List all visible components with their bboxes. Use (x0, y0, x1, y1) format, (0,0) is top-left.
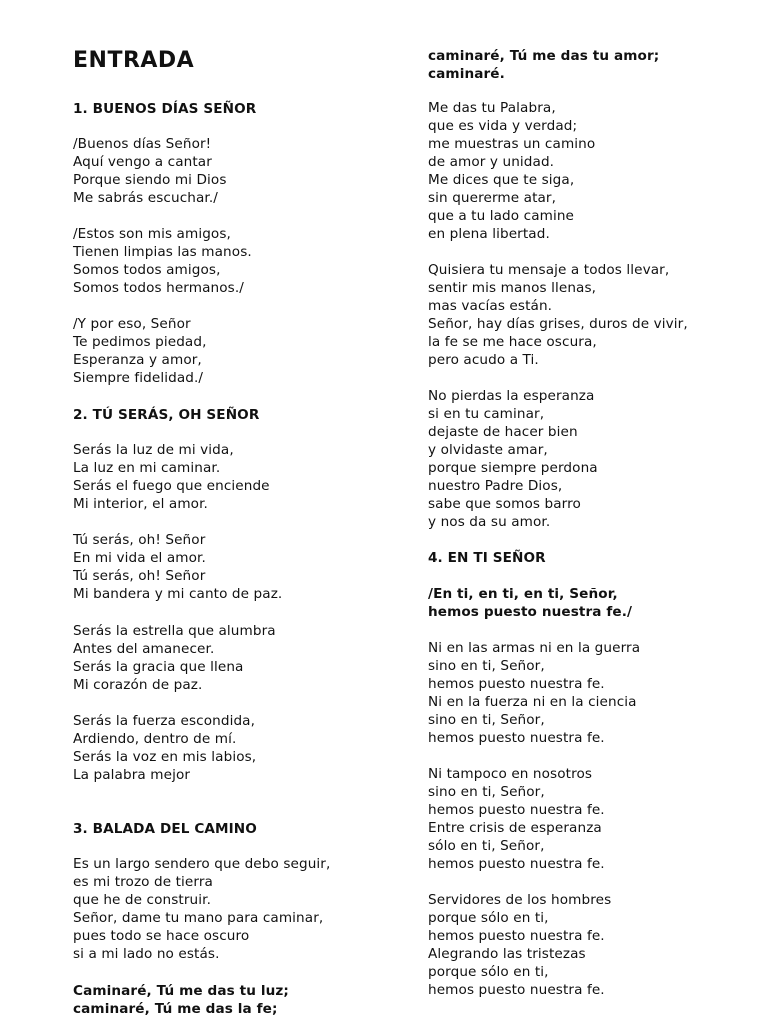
lyric-line: La palabra mejor (73, 767, 191, 783)
lyric-line: sin quererme atar, (428, 190, 557, 206)
chorus-line: caminaré, Tú me das la fe; (73, 1001, 278, 1017)
lyric-line: Serás la luz de mi vida, (73, 442, 234, 458)
song-heading-3: 3. BALADA DEL CAMINO (73, 821, 257, 837)
lyric-line: No pierdas la esperanza (428, 388, 595, 404)
lyric-line: y nos da su amor. (428, 514, 551, 530)
lyric-line: sino en ti, Señor, (428, 784, 545, 800)
lyric-line: Es un largo sendero que debo seguir, (73, 856, 331, 872)
lyric-line: sino en ti, Señor, (428, 712, 545, 728)
lyric-line: Mi bandera y mi canto de paz. (73, 586, 283, 602)
lyric-line: sino en ti, Señor, (428, 658, 545, 674)
lyric-line: Mi interior, el amor. (73, 496, 208, 512)
lyric-line: Alegrando las tristezas (428, 946, 586, 962)
chorus-line: Caminaré, Tú me das tu luz; (73, 983, 289, 999)
lyric-line: sabe que somos barro (428, 496, 581, 512)
lyric-line: Serás la fuerza escondida, (73, 713, 256, 729)
lyric-line: Siempre fidelidad./ (73, 370, 204, 386)
lyric-line: en plena libertad. (428, 226, 550, 242)
lyric-line: sentir mis manos llenas, (428, 280, 597, 296)
lyric-line: Tú serás, oh! Señor (73, 568, 206, 584)
lyric-line: pero acudo a Ti. (428, 352, 539, 368)
lyric-line: Te pedimos piedad, (73, 334, 207, 350)
chorus-line: hemos puesto nuestra fe./ (428, 604, 633, 620)
lyric-line: porque sólo en ti, (428, 964, 549, 980)
lyric-line: hemos puesto nuestra fe. (428, 676, 605, 692)
lyric-line: En mi vida el amor. (73, 550, 206, 566)
chorus-line: caminaré. (428, 66, 505, 82)
lyric-line: Señor, dame tu mano para caminar, (73, 910, 324, 926)
lyric-line: hemos puesto nuestra fe. (428, 928, 605, 944)
lyric-line: Entre crisis de esperanza (428, 820, 602, 836)
lyric-line: si en tu caminar, (428, 406, 545, 422)
page-title: ENTRADA (73, 48, 195, 73)
lyric-line: /Y por eso, Señor (73, 316, 191, 332)
lyric-line: que es vida y verdad; (428, 118, 578, 134)
lyric-line: Señor, hay días grises, duros de vivir, (428, 316, 688, 332)
lyric-line: si a mi lado no estás. (73, 946, 220, 962)
lyric-line: Me dices que te siga, (428, 172, 575, 188)
lyric-line: Ardiendo, dentro de mí. (73, 731, 237, 747)
lyric-line: Quisiera tu mensaje a todos llevar, (428, 262, 670, 278)
lyric-line: Ni en las armas ni en la guerra (428, 640, 641, 656)
song-heading-2: 2. TÚ SERÁS, OH SEÑOR (73, 407, 260, 423)
lyric-line: me muestras un camino (428, 136, 596, 152)
lyric-line: Serás la voz en mis labios, (73, 749, 257, 765)
lyric-line: Tú serás, oh! Señor (73, 532, 206, 548)
lyric-line: Porque siendo mi Dios (73, 172, 227, 188)
lyric-line: Esperanza y amor, (73, 352, 202, 368)
lyric-line: hemos puesto nuestra fe. (428, 802, 605, 818)
lyric-line: mas vacías están. (428, 298, 553, 314)
lyric-line: de amor y unidad. (428, 154, 555, 170)
song-heading-1: 1. BUENOS DÍAS SEÑOR (73, 101, 257, 117)
lyric-line: Somos todos hermanos./ (73, 280, 244, 296)
lyric-line: Me das tu Palabra, (428, 100, 556, 116)
lyric-line: dejaste de hacer bien (428, 424, 578, 440)
lyric-line: Serás la gracia que llena (73, 659, 244, 675)
lyric-line: porque sólo en ti, (428, 910, 549, 926)
lyric-line: sólo en ti, Señor, (428, 838, 545, 854)
lyric-line: Somos todos amigos, (73, 262, 221, 278)
chorus-line: caminaré, Tú me das tu amor; (428, 48, 660, 64)
lyric-line: /Estos son mis amigos, (73, 226, 231, 242)
lyric-line: Tienen limpias las manos. (73, 244, 252, 260)
lyric-line: /Buenos días Señor! (73, 136, 212, 152)
chorus-line: /En ti, en ti, en ti, Señor, (428, 586, 618, 602)
lyric-line: la fe se me hace oscura, (428, 334, 597, 350)
lyric-line: Ni en la fuerza ni en la ciencia (428, 694, 637, 710)
lyric-line: Ni tampoco en nosotros (428, 766, 593, 782)
lyric-line: hemos puesto nuestra fe. (428, 730, 605, 746)
lyric-line: Antes del amanecer. (73, 641, 215, 657)
lyric-line: que he de construir. (73, 892, 212, 908)
lyric-line: nuestro Padre Dios, (428, 478, 563, 494)
lyric-line: Me sabrás escuchar./ (73, 190, 218, 206)
lyric-line: pues todo se hace oscuro (73, 928, 250, 944)
lyric-line: Aquí vengo a cantar (73, 154, 212, 170)
lyric-line: hemos puesto nuestra fe. (428, 856, 605, 872)
lyric-line: hemos puesto nuestra fe. (428, 982, 605, 998)
lyric-line: Servidores de los hombres (428, 892, 612, 908)
lyric-line: porque siempre perdona (428, 460, 598, 476)
lyric-line: que a tu lado camine (428, 208, 575, 224)
lyric-line: es mi trozo de tierra (73, 874, 213, 890)
lyric-line: y olvidaste amar, (428, 442, 548, 458)
song-heading-4: 4. EN TI SEÑOR (428, 550, 546, 566)
lyric-line: La luz en mi caminar. (73, 460, 221, 476)
lyric-line: Serás el fuego que enciende (73, 478, 270, 494)
lyric-line: Serás la estrella que alumbra (73, 623, 276, 639)
lyric-line: Mi corazón de paz. (73, 677, 203, 693)
